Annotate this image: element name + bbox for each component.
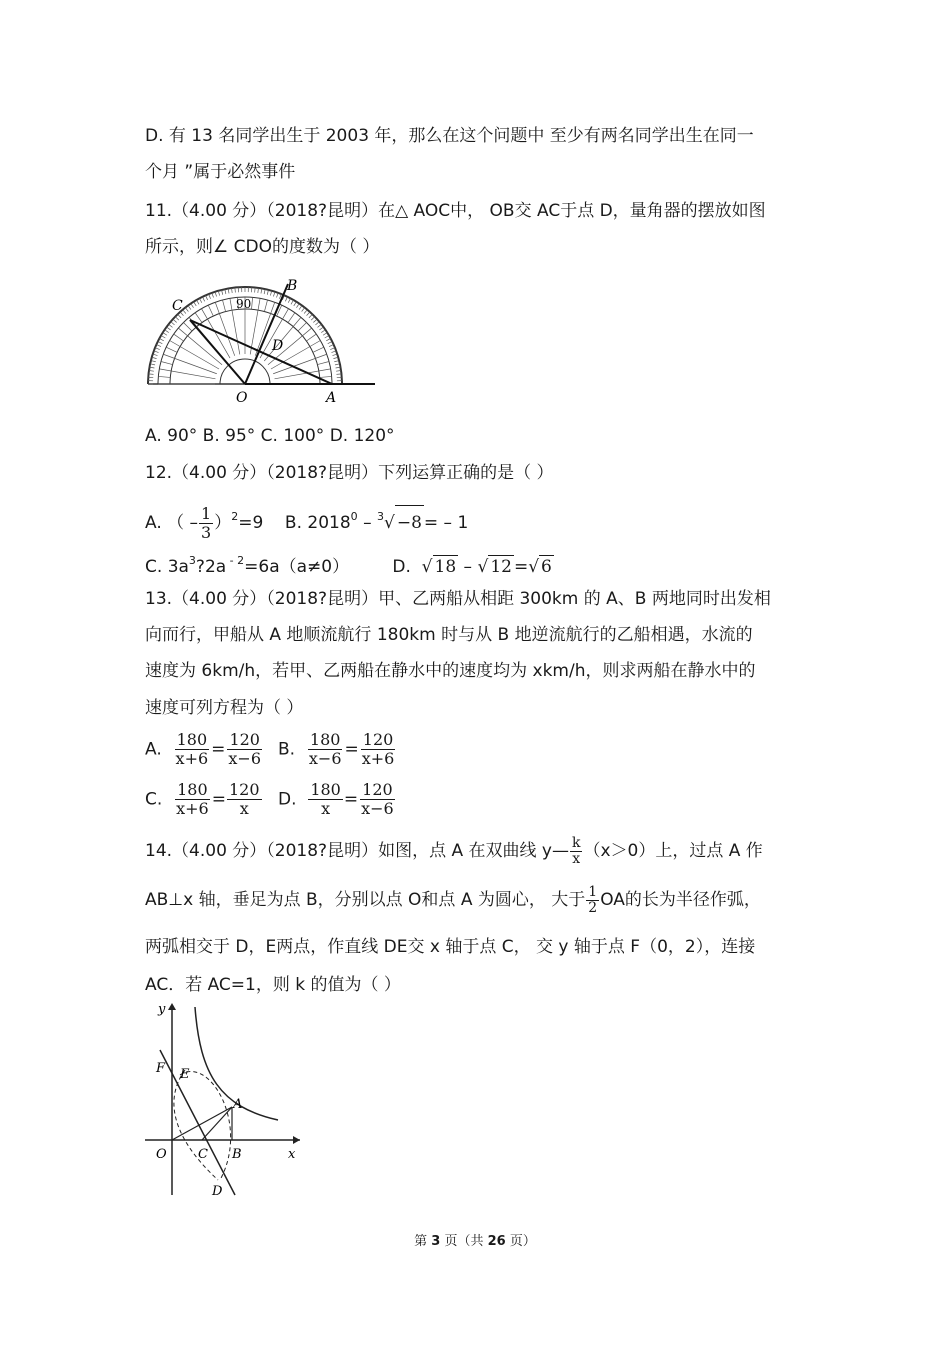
protractor-outer-tick bbox=[296, 304, 299, 308]
protractor-outer-tick bbox=[291, 300, 294, 304]
protractor-outer-tick bbox=[167, 327, 171, 330]
q12-d-r3: 6 bbox=[541, 557, 552, 577]
protractor-tick bbox=[264, 300, 267, 312]
q13-a-d2: x−6 bbox=[228, 749, 262, 768]
q12-b-exp: 0 bbox=[350, 510, 358, 523]
q12-b-minus: – bbox=[357, 513, 377, 533]
footer-page-number: 3 bbox=[431, 1234, 441, 1249]
label-c: C bbox=[172, 298, 183, 314]
q12-b-index: 3 bbox=[376, 510, 384, 523]
footer-suffix: 页） bbox=[505, 1234, 536, 1249]
protractor-outer-tick bbox=[302, 308, 305, 312]
protractor-outer-tick bbox=[183, 310, 186, 314]
q12-c-expr2: ?2a bbox=[195, 557, 227, 577]
x-axis-arrow-icon bbox=[293, 1136, 300, 1144]
protractor-tick bbox=[320, 376, 332, 377]
label-d: D bbox=[212, 1184, 223, 1199]
q13-c-label: C. bbox=[145, 789, 163, 810]
label-c: C bbox=[198, 1147, 208, 1162]
protractor-outer-tick bbox=[159, 338, 163, 340]
label-f: F bbox=[156, 1061, 166, 1076]
q14-stem-line4: AC．若 AC=1，则 k 的值为（ ） bbox=[145, 975, 401, 995]
protractor-tick bbox=[183, 322, 191, 330]
q13-option-a bbox=[145, 731, 264, 768]
q11-options: A. 90° B. 95° C. 100° D. 120° bbox=[145, 426, 395, 446]
q12-b-label: B. bbox=[284, 513, 302, 533]
q13-a-label: A. bbox=[145, 739, 162, 760]
q11-stem-line1: 11.（4.00 分）（2018?昆明）在△ AOC中， OB交 AC于点 D，量角器的摆放如图 bbox=[145, 201, 766, 221]
protractor-outer-tick bbox=[194, 302, 197, 306]
arc-from-o bbox=[174, 1070, 218, 1180]
q12-d-minus: – bbox=[458, 557, 478, 577]
q11-stem-line2: 所示，则∠ CDO的度数为（ ） bbox=[145, 237, 380, 257]
q13-b-d2: x+6 bbox=[361, 749, 395, 768]
protractor-outer-tick bbox=[191, 304, 194, 308]
q14-line1-b: （x＞0）上，过点 A 作 bbox=[583, 841, 763, 861]
q13-a-d1: x+6 bbox=[175, 749, 209, 768]
protractor-outer-tick bbox=[317, 324, 321, 327]
q13-c-d1: x+6 bbox=[176, 799, 209, 818]
protractor-tick bbox=[195, 313, 202, 323]
q12-a-exp: 2 bbox=[231, 510, 239, 523]
q10-option-d-line1: D. 有 13 名同学出生于 2003 年，那么在这个问题中 至少有两名同学出生在同一 bbox=[145, 126, 754, 146]
label-d: D bbox=[272, 338, 284, 354]
footer-prefix: 第 bbox=[414, 1234, 432, 1249]
protractor-outer-tick bbox=[161, 336, 165, 339]
q13-option-b bbox=[278, 731, 397, 768]
q10-option-d-line2: 个月 ”属于必然事件 bbox=[145, 162, 296, 182]
segment-oa bbox=[172, 1107, 232, 1140]
triangle-lines bbox=[190, 284, 375, 384]
label-e: E bbox=[180, 1067, 190, 1082]
protractor-outer-tick bbox=[313, 319, 317, 322]
label-a: A bbox=[233, 1097, 243, 1112]
q12-c-label: C. bbox=[145, 557, 163, 577]
q12-a-num: 1 bbox=[201, 503, 212, 523]
q12-b-radicand: −8 bbox=[395, 505, 424, 540]
protractor-outer-tick bbox=[171, 322, 175, 325]
footer-mid: 页（共 bbox=[440, 1234, 488, 1249]
protractor-outer-tick bbox=[326, 338, 330, 340]
q12-c-exp1: 3 bbox=[188, 554, 196, 567]
protractor-outer-tick bbox=[288, 298, 290, 302]
q12-a-label: A. bbox=[145, 513, 162, 533]
q13-c-n1: 180 bbox=[177, 780, 208, 799]
q12-d-eq: = bbox=[513, 557, 529, 577]
protractor-tick bbox=[208, 305, 213, 316]
q14-line1-a: 14.（4.00 分）（2018?昆明）如图，点 A 在双曲线 y bbox=[145, 841, 552, 861]
q13-c-n2: 120 bbox=[228, 780, 260, 799]
label-y: y bbox=[158, 1002, 166, 1017]
protractor-tick bbox=[317, 361, 329, 364]
protractor-outer-tick bbox=[309, 314, 312, 318]
protractor-outer-tick bbox=[206, 295, 208, 300]
protractor-tick bbox=[161, 361, 173, 364]
protractor-outer-tick bbox=[329, 345, 334, 347]
protractor-outer-tick bbox=[165, 330, 169, 333]
q12-a-den: 3 bbox=[201, 522, 212, 542]
q12-d-label: D. bbox=[392, 557, 411, 577]
protractor-outer-tick bbox=[321, 330, 325, 333]
q14-frac-k: k bbox=[571, 834, 581, 851]
footer-total-pages: 26 bbox=[487, 1234, 506, 1249]
q14-frac-x: x bbox=[572, 850, 581, 867]
q13-a-n2: 120 bbox=[229, 730, 260, 749]
protractor-tick bbox=[178, 328, 222, 365]
protractor-outer-tick bbox=[299, 306, 302, 310]
protractor-outer-tick bbox=[197, 300, 200, 304]
q14-stem-line1: 14.（4.00 分）（2018?昆明）如图，点 A 在双曲线 y— $\frac{k}{x}$ （x＞0）上，过点 A 作 bbox=[145, 834, 763, 867]
protractor-tick bbox=[306, 334, 316, 341]
q13-d-d1: x bbox=[321, 799, 331, 818]
protractor-outer-tick bbox=[175, 317, 179, 320]
page-footer bbox=[0, 1230, 950, 1249]
protractor-tick bbox=[222, 300, 225, 312]
q13-a-n1: 180 bbox=[176, 730, 208, 749]
protractor-tick bbox=[252, 297, 253, 309]
label-90: 90 bbox=[236, 297, 252, 311]
protractor-outer-tick bbox=[202, 297, 204, 301]
protractor-outer-tick bbox=[294, 302, 297, 306]
protractor-outer-tick bbox=[185, 308, 188, 312]
q13-d-eq: = bbox=[343, 789, 359, 810]
q13-stem-line1: 13.（4.00 分）（2018?昆明）甲、乙两船从相距 300km 的 A、B 两地同时出发相 bbox=[145, 589, 771, 609]
protractor-tick bbox=[313, 347, 324, 352]
q12-stem: 12.（4.00 分）（2018?昆明）下列运算正确的是（ ） bbox=[145, 463, 554, 483]
q13-d-d2: x−6 bbox=[361, 799, 394, 818]
y-axis-arrow-icon bbox=[168, 1003, 176, 1010]
q12-options-ab: A. （ – $\frac{1}{3}$ ）$^2$=9 B. 2018$^0$ – $^3$√ −8 = – 1 bbox=[145, 503, 469, 542]
protractor-outer-tick bbox=[178, 314, 181, 318]
q12-a-close: ） bbox=[214, 513, 232, 533]
q12-d-r1: 18 bbox=[434, 557, 457, 577]
q12-c-result: =6a（a≠0） bbox=[244, 557, 350, 577]
q12-d-r2: 12 bbox=[490, 557, 512, 577]
q13-stem-line4: 速度可列方程为（ ） bbox=[145, 698, 304, 718]
q14-frac-2: 2 bbox=[588, 899, 598, 916]
label-o: O bbox=[156, 1147, 167, 1162]
q13-b-eq: = bbox=[344, 739, 359, 760]
q14-frac-1: 1 bbox=[588, 883, 598, 900]
q13-d-label: D. bbox=[278, 789, 297, 810]
protractor-outer-tick bbox=[319, 327, 323, 330]
protractor-figure bbox=[140, 272, 380, 407]
protractor-outer-tick bbox=[173, 319, 177, 322]
protractor-outer-tick bbox=[169, 324, 173, 327]
protractor-outer-tick bbox=[199, 298, 201, 302]
protractor-outer-tick bbox=[156, 345, 161, 347]
q13-d-n1: 180 bbox=[310, 780, 341, 799]
protractor-tick bbox=[288, 313, 295, 323]
q14-line2-a: AB⊥x 轴，垂足为点 B，分别以点 O和点 A 为圆心， 大于 bbox=[145, 890, 586, 910]
protractor-outer-tick bbox=[315, 322, 319, 325]
q12-b-base: 2018 bbox=[307, 513, 351, 533]
q14-stem-line3: 两弧相交于 D，E两点，作直线 DE交 x 轴于点 C， 交 y 轴于点 F（0，2），连接 bbox=[145, 937, 756, 957]
q12-c-expr1: 3a bbox=[167, 557, 189, 577]
protractor-outer-tick bbox=[285, 297, 287, 301]
label-b: B bbox=[232, 1147, 242, 1162]
segment-ac bbox=[202, 1107, 232, 1140]
protractor-outer-tick bbox=[163, 333, 167, 336]
q12-b-result: = – 1 bbox=[423, 513, 469, 533]
q13-b-label: B. bbox=[278, 739, 296, 760]
protractor-outer-tick bbox=[328, 341, 332, 343]
q13-b-n2: 120 bbox=[362, 730, 394, 749]
hyperbola-figure bbox=[140, 995, 310, 1200]
q13-b-n1: 180 bbox=[309, 730, 341, 749]
q13-option-d bbox=[278, 781, 397, 818]
q13-option-c bbox=[145, 781, 263, 818]
q14-stem-line2 bbox=[145, 881, 761, 919]
q12-a-open: （ – bbox=[167, 513, 199, 533]
q13-c-d2: x bbox=[239, 799, 249, 818]
protractor-tick bbox=[298, 322, 306, 330]
protractor-outer-tick bbox=[304, 310, 307, 314]
q13-c-eq: = bbox=[211, 789, 226, 810]
protractor-outer-tick bbox=[188, 306, 191, 310]
protractor-tick bbox=[158, 376, 170, 377]
q13-a-eq: = bbox=[211, 739, 226, 760]
label-a: A bbox=[326, 390, 337, 406]
protractor-outer-tick bbox=[325, 336, 329, 339]
q13-d-n2: 120 bbox=[362, 780, 393, 799]
protractor-tick bbox=[174, 334, 184, 341]
label-x: x bbox=[288, 1147, 296, 1162]
q13-stem-line2: 向而行，甲船从 A 地顺流航行 180km 时与从 B 地逆流航行的乙船相遇，水流的 bbox=[145, 625, 753, 645]
q12-c-exp2: - 2 bbox=[226, 554, 245, 567]
protractor-tick bbox=[166, 347, 177, 352]
q13-stem-line3: 速度为 6km/h，若甲、乙两船在静水中的速度均为 xkm/h，则求两船在静水中的 bbox=[145, 661, 756, 681]
label-b: B bbox=[287, 278, 298, 294]
protractor-outer-tick bbox=[158, 341, 162, 343]
arc-from-a bbox=[180, 1072, 231, 1180]
protractor-outer-tick bbox=[323, 333, 327, 336]
protractor-outer-tick bbox=[307, 312, 310, 316]
protractor-outer-tick bbox=[311, 317, 315, 320]
q14-line2-b: OA的长为半径作弧， bbox=[600, 890, 761, 910]
q12-a-result: =9 bbox=[238, 513, 264, 533]
label-o: O bbox=[236, 390, 248, 406]
q13-b-d1: x−6 bbox=[308, 749, 342, 768]
q12-options-cd: C. $3a^3?2a$ $^{- 2}$=6a（a≠0） D. √ 18 – √ 12 =√ 6 bbox=[145, 554, 552, 577]
